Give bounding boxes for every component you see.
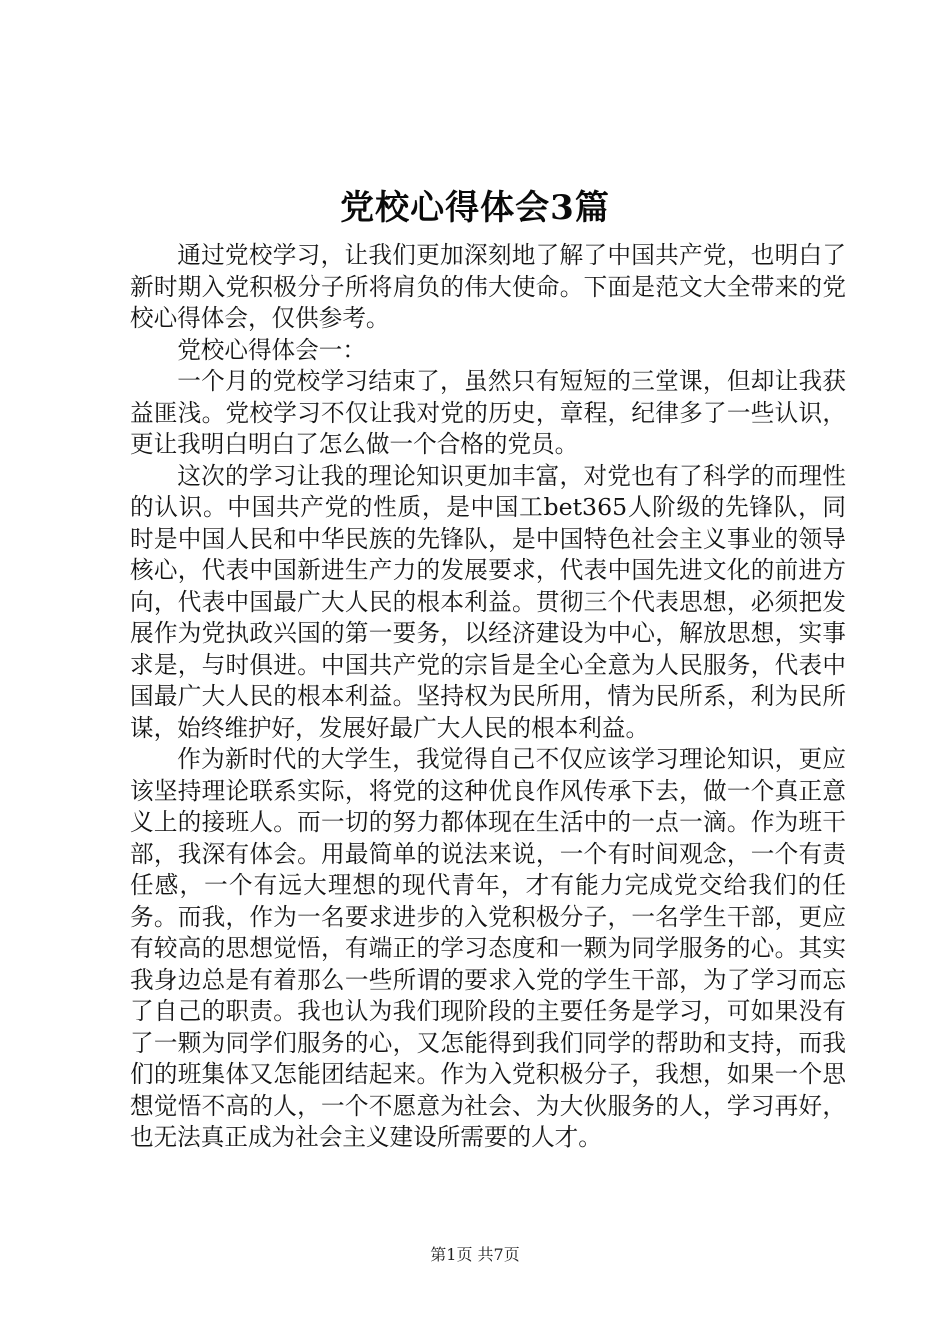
intro-paragraph: 通过党校学习，让我们更加深刻地了解了中国共产党，也明白了新时期入党积极分子所将肩负的伟大使命。下面是范文大全带来的党校心得体会，仅供参考。 — [130, 241, 846, 332]
document-title: 党校心得体会3篇 — [340, 188, 610, 228]
document-body — [130, 240, 846, 1154]
body-paragraph: 这次的学习让我的理论知识更加丰富，对党也有了科学的而理性的认识。中国共产党的性质，是中国工bet365人阶级的先锋队，同时是中国人民和中华民族的先锋队，是中国特色社会主义事业的领导核心，代表中国新进生产力的发展要求，代表中国先进文化的前进方向，代表中国最广大人民的根本利益。贯彻三个代表思想，必须把发展作为党执政兴国的第一要务，以经济建设为中心，解放思想，实事求是，与时俱进。中国共产党的宗旨是全心全意为人民服务，代表中国最广大人民的根本利益。坚持权为民所用，情为民所系，利为民所谋，始终维护好，发展好最广大人民的根本利益。 — [130, 461, 846, 742]
body-paragraph: 作为新时代的大学生，我觉得自己不仅应该学习理论知识，更应该坚持理论联系实际，将党的这种优良作风传承下去，做一个真正意义上的接班人。而一切的努力都体现在生活中的一点一滴。作为班干部，我深有体会。用最简单的说法来说，一个有时间观念，一个有责任感，一个有远大理想的现代青年，才有能力完成党交给我们的任务。而我，作为一名要求进步的入党积极分子，一名学生干部，更应有较高的思想觉悟，有端正的学习态度和一颗为同学服务的心。其实我身边总是有着那么一些所谓的要求入党的学生干部，为了学习而忘了自己的职责。我也认为我们现阶段的主要任务是学习，可如果没有了一颗为同学们服务的心，又怎能得到我们同学的帮助和支持，而我们的班集体又怎能团结起来。作为入党积极分子，我想，如果一个思想觉悟不高的人，一个不愿意为社会、为大伙服务的人，学习再好，也无法真正成为社会主义建设所需要的人才。 — [130, 745, 846, 1151]
page-footer: 第1页 共7页 — [430, 1245, 520, 1264]
body-paragraph: 一个月的党校学习结束了，虽然只有短短的三堂课，但却让我获益匪浅。党校学习不仅让我对党的历史，章程，纪律多了一些认识，更让我明白明白了怎么做一个合格的党员。 — [130, 367, 846, 458]
section-heading: 党校心得体会一： — [177, 335, 366, 364]
